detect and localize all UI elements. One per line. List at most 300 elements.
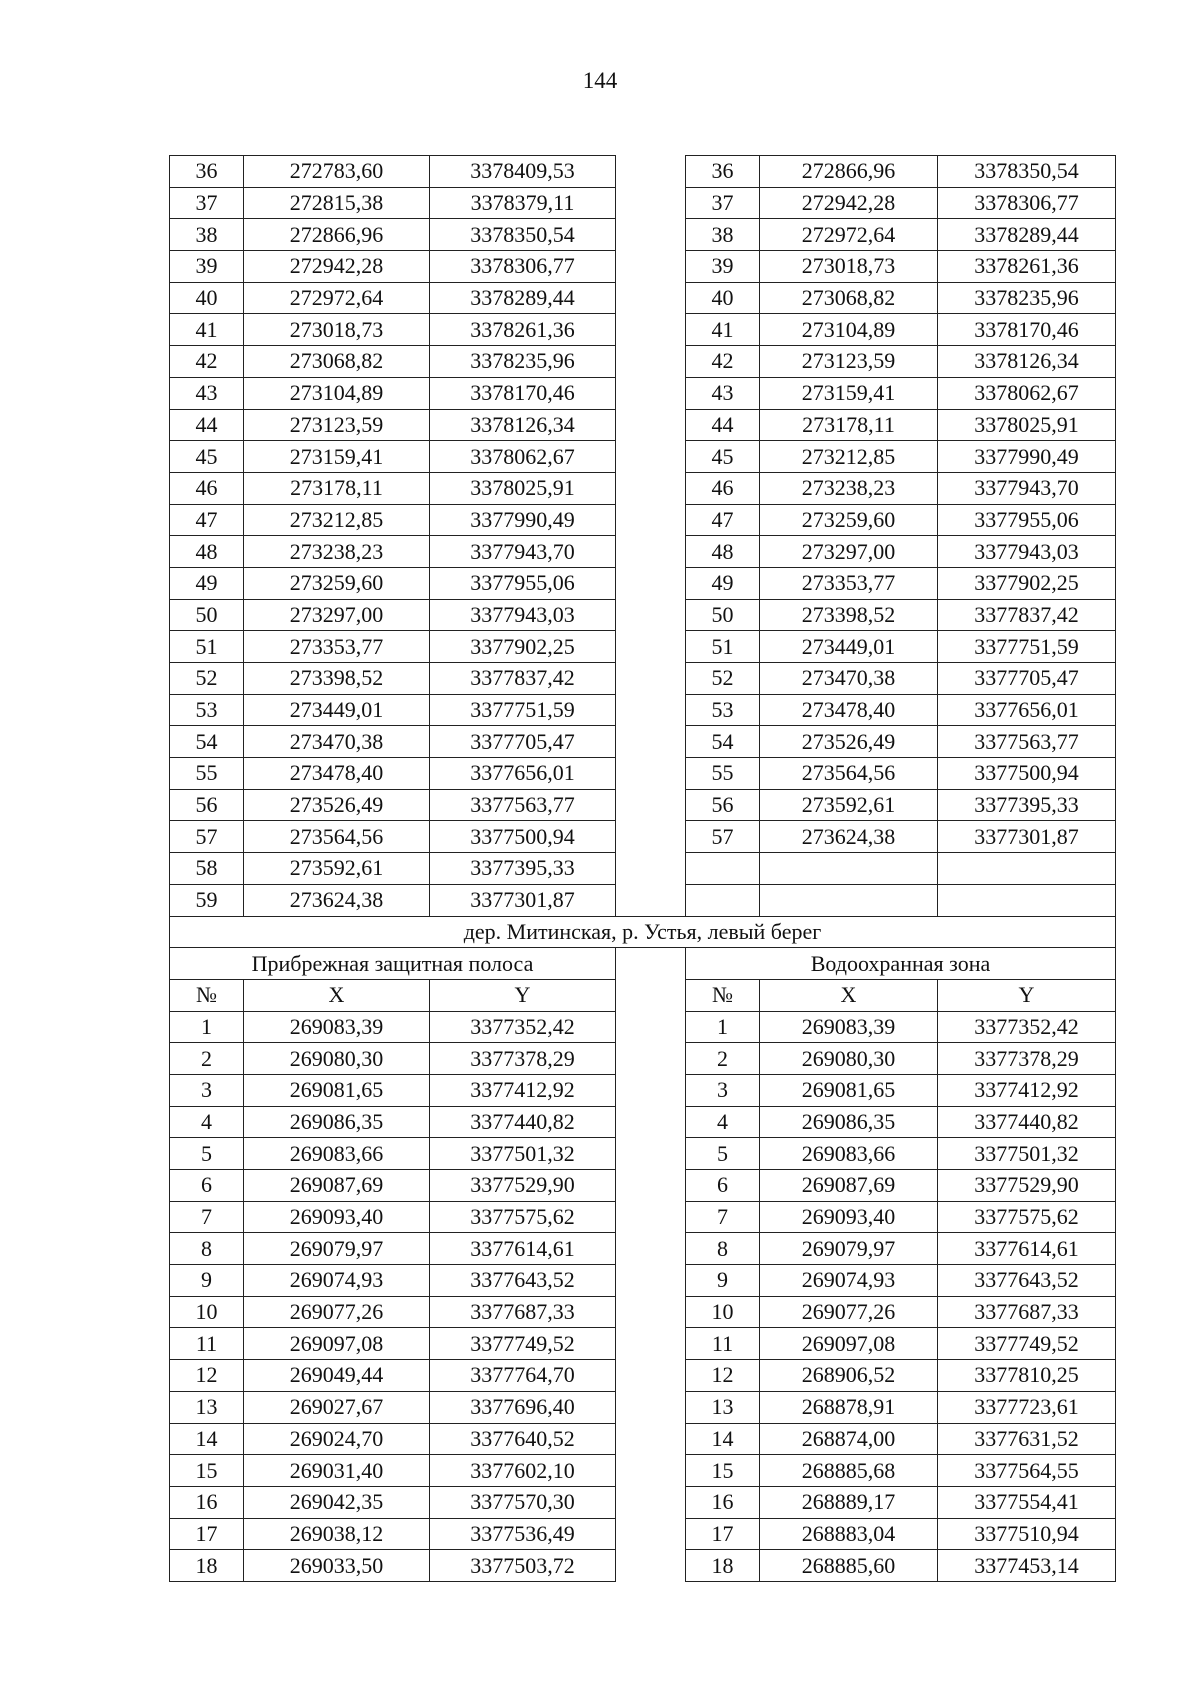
right-point-number-cell: 53 — [686, 694, 760, 726]
right-y-coordinate-cell: 3377554,41 — [938, 1486, 1116, 1518]
left-point-number-cell: 55 — [170, 758, 244, 790]
left-x-coordinate-cell: 269027,67 — [244, 1391, 430, 1423]
table-row — [170, 1550, 1116, 1582]
left-point-number-cell: 14 — [170, 1423, 244, 1455]
table-row — [170, 789, 1116, 821]
right-point-number-cell: 3 — [686, 1074, 760, 1106]
left-point-number-cell: 8 — [170, 1233, 244, 1265]
table-gap — [616, 504, 686, 536]
left-x-coordinate-cell: 273564,56 — [244, 821, 430, 853]
right-y-coordinate-cell: 3377643,52 — [938, 1265, 1116, 1297]
right-y-coordinate-cell: 3377631,52 — [938, 1423, 1116, 1455]
table-gap — [616, 599, 686, 631]
left-x-coordinate-cell: 269031,40 — [244, 1455, 430, 1487]
left-y-coordinate-cell: 3377501,32 — [430, 1138, 616, 1170]
left-y-coordinate-cell: 3377352,42 — [430, 1011, 616, 1043]
table-gap — [616, 1201, 686, 1233]
table-row — [170, 948, 1116, 980]
left-x-coordinate-cell: 269093,40 — [244, 1201, 430, 1233]
left-x-coordinate-cell: 269033,50 — [244, 1550, 430, 1582]
right-y-coordinate-cell: 3377990,49 — [938, 441, 1116, 473]
left-x-coordinate-cell: 272783,60 — [244, 156, 430, 188]
left-x-coordinate-cell: 272942,28 — [244, 251, 430, 283]
table-gap — [616, 1296, 686, 1328]
left-x-coordinate-cell: 269080,30 — [244, 1043, 430, 1075]
table-gap — [616, 663, 686, 695]
table-row — [170, 1423, 1116, 1455]
left-y-coordinate-cell: 3378170,46 — [430, 377, 616, 409]
right-point-number-cell: 4 — [686, 1106, 760, 1138]
right-x-coordinate-cell: 273159,41 — [760, 377, 938, 409]
table-gap — [616, 377, 686, 409]
right-y-coordinate-cell: 3378235,96 — [938, 282, 1116, 314]
right-point-number-cell: 54 — [686, 726, 760, 758]
left-point-number-cell: 2 — [170, 1043, 244, 1075]
right-x-coordinate-cell: 273297,00 — [760, 536, 938, 568]
table-gap — [616, 282, 686, 314]
right-point-number-cell: 45 — [686, 441, 760, 473]
left-point-number-cell: 48 — [170, 536, 244, 568]
table-gap — [616, 1170, 686, 1202]
left-x-coordinate-cell: 273259,60 — [244, 567, 430, 599]
table-gap — [616, 948, 686, 980]
left-y-coordinate-cell: 3377529,90 — [430, 1170, 616, 1202]
table-row — [170, 1170, 1116, 1202]
right-point-number-cell: 43 — [686, 377, 760, 409]
right-y-coordinate-cell: 3377575,62 — [938, 1201, 1116, 1233]
table-gap — [616, 726, 686, 758]
right-point-number-cell: 55 — [686, 758, 760, 790]
right-point-number-cell: 49 — [686, 567, 760, 599]
left-x-coordinate-cell: 269097,08 — [244, 1328, 430, 1360]
left-point-number-cell: 45 — [170, 441, 244, 473]
left-x-coordinate-cell: 269024,70 — [244, 1423, 430, 1455]
right-y-coordinate-cell: 3378062,67 — [938, 377, 1116, 409]
right-point-number-cell: 57 — [686, 821, 760, 853]
left-x-coordinate-cell: 273592,61 — [244, 853, 430, 885]
left-x-coordinate-cell: 269074,93 — [244, 1265, 430, 1297]
left-x-coordinate-cell: 273353,77 — [244, 631, 430, 663]
left-x-coordinate-cell: 269083,66 — [244, 1138, 430, 1170]
left-y-coordinate-cell: 3377656,01 — [430, 758, 616, 790]
left-x-coordinate-cell: 273478,40 — [244, 758, 430, 790]
right-point-number-cell: 16 — [686, 1486, 760, 1518]
table-gap — [616, 187, 686, 219]
table-gap — [616, 1074, 686, 1106]
right-point-number-cell — [686, 853, 760, 885]
right-y-coordinate-cell: 3378306,77 — [938, 187, 1116, 219]
left-x-coordinate-cell: 273624,38 — [244, 884, 430, 916]
right-y-coordinate-cell: 3377751,59 — [938, 631, 1116, 663]
right-y-coordinate-cell: 3378261,36 — [938, 251, 1116, 283]
left-x-coordinate-cell: 273104,89 — [244, 377, 430, 409]
table-gap — [616, 1328, 686, 1360]
table-row — [170, 1296, 1116, 1328]
right-x-coordinate-cell: 273470,38 — [760, 663, 938, 695]
right-point-number-cell: 2 — [686, 1043, 760, 1075]
right-y-coordinate-cell: 3377810,25 — [938, 1360, 1116, 1392]
right-y-coordinate-cell: 3377301,87 — [938, 821, 1116, 853]
left-point-number-cell: 58 — [170, 853, 244, 885]
page-number: 144 — [582, 68, 618, 93]
table-row — [170, 504, 1116, 536]
right-point-number-cell: 1 — [686, 1011, 760, 1043]
table-row — [170, 1106, 1116, 1138]
left-point-number-cell: 44 — [170, 409, 244, 441]
left-point-number-cell: 18 — [170, 1550, 244, 1582]
left-x-header: X — [244, 979, 430, 1011]
table-gap — [616, 536, 686, 568]
left-point-number-cell: 3 — [170, 1074, 244, 1106]
right-point-number-cell: 48 — [686, 536, 760, 568]
table-gap — [616, 821, 686, 853]
right-point-number-cell: 46 — [686, 472, 760, 504]
left-x-coordinate-cell: 269077,26 — [244, 1296, 430, 1328]
left-y-coordinate-cell: 3378289,44 — [430, 282, 616, 314]
left-y-coordinate-cell: 3378025,91 — [430, 472, 616, 504]
left-point-number-cell: 49 — [170, 567, 244, 599]
right-x-header: X — [760, 979, 938, 1011]
left-x-coordinate-cell: 269049,44 — [244, 1360, 430, 1392]
right-x-coordinate-cell: 268885,60 — [760, 1550, 938, 1582]
right-y-coordinate-cell: 3377902,25 — [938, 567, 1116, 599]
right-point-number-cell: 56 — [686, 789, 760, 821]
table-row — [170, 251, 1116, 283]
right-x-coordinate-cell: 269083,39 — [760, 1011, 938, 1043]
right-x-coordinate-cell: 268885,68 — [760, 1455, 938, 1487]
coordinates-table — [169, 155, 1116, 1582]
right-y-coordinate-cell: 3377564,55 — [938, 1455, 1116, 1487]
left-y-coordinate-cell: 3377687,33 — [430, 1296, 616, 1328]
table-gap — [616, 219, 686, 251]
left-y-coordinate-cell: 3377395,33 — [430, 853, 616, 885]
left-y-coordinate-cell: 3377955,06 — [430, 567, 616, 599]
left-x-coordinate-cell: 273238,23 — [244, 536, 430, 568]
right-point-number-cell: 47 — [686, 504, 760, 536]
right-x-coordinate-cell: 272866,96 — [760, 156, 938, 188]
table-row — [170, 441, 1116, 473]
right-x-coordinate-cell: 273212,85 — [760, 441, 938, 473]
right-point-number-cell — [686, 884, 760, 916]
right-y-coordinate-cell: 3377955,06 — [938, 504, 1116, 536]
left-y-coordinate-cell: 3378126,34 — [430, 409, 616, 441]
left-point-number-cell: 38 — [170, 219, 244, 251]
right-x-coordinate-cell: 269081,65 — [760, 1074, 938, 1106]
right-y-coordinate-cell: 3377837,42 — [938, 599, 1116, 631]
left-point-number-cell: 12 — [170, 1360, 244, 1392]
table-gap — [616, 789, 686, 821]
left-x-coordinate-cell: 273297,00 — [244, 599, 430, 631]
right-x-coordinate-cell: 268906,52 — [760, 1360, 938, 1392]
right-point-number-cell: 15 — [686, 1455, 760, 1487]
left-y-coordinate-cell: 3378306,77 — [430, 251, 616, 283]
right-point-number-cell: 10 — [686, 1296, 760, 1328]
left-point-number-cell: 40 — [170, 282, 244, 314]
right-y-coordinate-cell: 3377395,33 — [938, 789, 1116, 821]
right-point-number-cell: 9 — [686, 1265, 760, 1297]
right-y-coordinate-cell: 3377723,61 — [938, 1391, 1116, 1423]
right-point-number-cell: 42 — [686, 346, 760, 378]
right-y-coordinate-cell: 3377453,14 — [938, 1550, 1116, 1582]
left-x-coordinate-cell: 272972,64 — [244, 282, 430, 314]
right-x-coordinate-cell: 273068,82 — [760, 282, 938, 314]
right-x-coordinate-cell: 273353,77 — [760, 567, 938, 599]
right-point-number-cell: 38 — [686, 219, 760, 251]
right-point-number-cell: 44 — [686, 409, 760, 441]
right-x-coordinate-cell: 272942,28 — [760, 187, 938, 219]
left-x-coordinate-cell: 269038,12 — [244, 1518, 430, 1550]
table-row — [170, 758, 1116, 790]
left-x-coordinate-cell: 273159,41 — [244, 441, 430, 473]
right-point-number-cell: 18 — [686, 1550, 760, 1582]
left-point-number-cell: 15 — [170, 1455, 244, 1487]
table-gap — [616, 156, 686, 188]
left-y-coordinate-cell: 3377563,77 — [430, 789, 616, 821]
right-point-number-cell: 50 — [686, 599, 760, 631]
section-caption: дер. Митинская, р. Устья, левый берег — [170, 916, 1116, 948]
right-y-coordinate-cell: 3377510,94 — [938, 1518, 1116, 1550]
left-y-coordinate-cell: 3377440,82 — [430, 1106, 616, 1138]
left-x-coordinate-cell: 273212,85 — [244, 504, 430, 536]
left-x-coordinate-cell: 273123,59 — [244, 409, 430, 441]
right-point-number-cell: 12 — [686, 1360, 760, 1392]
left-number-header: № — [170, 979, 244, 1011]
table-row — [170, 187, 1116, 219]
right-point-number-cell: 39 — [686, 251, 760, 283]
left-x-coordinate-cell: 269087,69 — [244, 1170, 430, 1202]
left-point-number-cell: 39 — [170, 251, 244, 283]
left-y-coordinate-cell: 3377764,70 — [430, 1360, 616, 1392]
left-y-coordinate-cell: 3377614,61 — [430, 1233, 616, 1265]
table-row — [170, 346, 1116, 378]
left-x-coordinate-cell: 273470,38 — [244, 726, 430, 758]
left-y-coordinate-cell: 3377640,52 — [430, 1423, 616, 1455]
table-gap — [616, 1518, 686, 1550]
right-x-coordinate-cell: 273123,59 — [760, 346, 938, 378]
left-y-coordinate-cell: 3377837,42 — [430, 663, 616, 695]
table-gap — [616, 314, 686, 346]
left-x-coordinate-cell: 273526,49 — [244, 789, 430, 821]
left-x-coordinate-cell: 273398,52 — [244, 663, 430, 695]
right-point-number-cell: 13 — [686, 1391, 760, 1423]
right-x-coordinate-cell: 269079,97 — [760, 1233, 938, 1265]
table-row — [170, 631, 1116, 663]
left-y-coordinate-cell: 3377301,87 — [430, 884, 616, 916]
left-y-coordinate-cell: 3377570,30 — [430, 1486, 616, 1518]
right-y-coordinate-cell: 3377500,94 — [938, 758, 1116, 790]
left-y-coordinate-cell: 3377943,70 — [430, 536, 616, 568]
left-point-number-cell: 51 — [170, 631, 244, 663]
table-row — [170, 472, 1116, 504]
left-point-number-cell: 1 — [170, 1011, 244, 1043]
left-y-coordinate-cell: 3377575,62 — [430, 1201, 616, 1233]
left-point-number-cell: 4 — [170, 1106, 244, 1138]
right-number-header: № — [686, 979, 760, 1011]
left-y-coordinate-cell: 3378350,54 — [430, 219, 616, 251]
right-x-coordinate-cell: 269086,35 — [760, 1106, 938, 1138]
left-y-coordinate-cell: 3378409,53 — [430, 156, 616, 188]
table-row — [170, 282, 1116, 314]
table-gap — [616, 251, 686, 283]
right-y-coordinate-cell: 3377943,70 — [938, 472, 1116, 504]
table-row — [170, 156, 1116, 188]
right-y-coordinate-cell: 3377705,47 — [938, 663, 1116, 695]
left-x-coordinate-cell: 272815,38 — [244, 187, 430, 219]
right-x-coordinate-cell: 268878,91 — [760, 1391, 938, 1423]
left-point-number-cell: 11 — [170, 1328, 244, 1360]
right-point-number-cell: 51 — [686, 631, 760, 663]
left-y-coordinate-cell: 3377500,94 — [430, 821, 616, 853]
right-y-coordinate-cell: 3378025,91 — [938, 409, 1116, 441]
left-point-number-cell: 36 — [170, 156, 244, 188]
table-gap — [616, 1233, 686, 1265]
right-y-coordinate-cell: 3377614,61 — [938, 1233, 1116, 1265]
left-y-coordinate-cell: 3378062,67 — [430, 441, 616, 473]
table-gap — [616, 1486, 686, 1518]
left-point-number-cell: 6 — [170, 1170, 244, 1202]
left-y-coordinate-cell: 3377749,52 — [430, 1328, 616, 1360]
right-x-coordinate-cell: 273398,52 — [760, 599, 938, 631]
right-x-coordinate-cell: 273564,56 — [760, 758, 938, 790]
left-point-number-cell: 10 — [170, 1296, 244, 1328]
left-x-coordinate-cell: 273068,82 — [244, 346, 430, 378]
left-x-coordinate-cell: 269086,35 — [244, 1106, 430, 1138]
table-gap — [616, 1455, 686, 1487]
table-gap — [616, 1391, 686, 1423]
table-gap — [616, 409, 686, 441]
right-point-number-cell: 52 — [686, 663, 760, 695]
table-gap — [616, 1011, 686, 1043]
left-y-coordinate-cell: 3377643,52 — [430, 1265, 616, 1297]
right-point-number-cell: 40 — [686, 282, 760, 314]
right-y-coordinate-cell: 3378126,34 — [938, 346, 1116, 378]
right-y-coordinate-cell: 3377501,32 — [938, 1138, 1116, 1170]
right-x-coordinate-cell: 273526,49 — [760, 726, 938, 758]
right-x-coordinate-cell: 269087,69 — [760, 1170, 938, 1202]
left-y-coordinate-cell: 3377705,47 — [430, 726, 616, 758]
table-row — [170, 884, 1116, 916]
left-y-coordinate-cell: 3377602,10 — [430, 1455, 616, 1487]
left-point-number-cell: 13 — [170, 1391, 244, 1423]
table-row — [170, 1360, 1116, 1392]
table-gap — [616, 694, 686, 726]
left-y-coordinate-cell: 3378261,36 — [430, 314, 616, 346]
right-x-coordinate-cell: 269093,40 — [760, 1201, 938, 1233]
right-y-coordinate-cell: 3377378,29 — [938, 1043, 1116, 1075]
table-row — [170, 1074, 1116, 1106]
right-point-number-cell: 14 — [686, 1423, 760, 1455]
table-gap — [616, 1360, 686, 1392]
left-point-number-cell: 7 — [170, 1201, 244, 1233]
table-row — [170, 853, 1116, 885]
table-gap — [616, 1265, 686, 1297]
left-point-number-cell: 59 — [170, 884, 244, 916]
left-point-number-cell: 17 — [170, 1518, 244, 1550]
right-x-coordinate-cell — [760, 884, 938, 916]
left-point-number-cell: 43 — [170, 377, 244, 409]
right-point-number-cell: 36 — [686, 156, 760, 188]
right-y-coordinate-cell: 3377943,03 — [938, 536, 1116, 568]
table-gap — [616, 346, 686, 378]
table-row — [170, 377, 1116, 409]
table-gap — [616, 1423, 686, 1455]
table-row — [170, 1518, 1116, 1550]
left-point-number-cell: 42 — [170, 346, 244, 378]
left-x-coordinate-cell: 269042,35 — [244, 1486, 430, 1518]
right-x-coordinate-cell: 269097,08 — [760, 1328, 938, 1360]
right-y-coordinate-cell: 3377563,77 — [938, 726, 1116, 758]
right-y-header: Y — [938, 979, 1116, 1011]
right-point-number-cell: 7 — [686, 1201, 760, 1233]
left-y-coordinate-cell: 3377943,03 — [430, 599, 616, 631]
left-point-number-cell: 47 — [170, 504, 244, 536]
right-x-coordinate-cell — [760, 853, 938, 885]
left-point-number-cell: 53 — [170, 694, 244, 726]
table-row — [170, 536, 1116, 568]
right-x-coordinate-cell: 273238,23 — [760, 472, 938, 504]
left-point-number-cell: 54 — [170, 726, 244, 758]
table-gap — [616, 884, 686, 916]
left-y-coordinate-cell: 3377751,59 — [430, 694, 616, 726]
left-point-number-cell: 9 — [170, 1265, 244, 1297]
table-header-row — [170, 979, 1116, 1011]
right-x-coordinate-cell: 273259,60 — [760, 504, 938, 536]
right-y-coordinate-cell: 3378170,46 — [938, 314, 1116, 346]
right-y-coordinate-cell: 3378289,44 — [938, 219, 1116, 251]
right-y-coordinate-cell: 3377656,01 — [938, 694, 1116, 726]
table-row — [170, 1391, 1116, 1423]
right-y-coordinate-cell: 3377352,42 — [938, 1011, 1116, 1043]
table-row — [170, 1486, 1116, 1518]
right-y-coordinate-cell: 3377529,90 — [938, 1170, 1116, 1202]
left-x-coordinate-cell: 269081,65 — [244, 1074, 430, 1106]
right-y-coordinate-cell: 3377440,82 — [938, 1106, 1116, 1138]
table-row — [170, 694, 1116, 726]
table-row — [170, 1233, 1116, 1265]
table-row — [170, 1011, 1116, 1043]
right-x-coordinate-cell: 273104,89 — [760, 314, 938, 346]
right-x-coordinate-cell: 269077,26 — [760, 1296, 938, 1328]
right-x-coordinate-cell: 273178,11 — [760, 409, 938, 441]
left-y-coordinate-cell: 3377503,72 — [430, 1550, 616, 1582]
table-gap — [616, 1106, 686, 1138]
left-y-header: Y — [430, 979, 616, 1011]
table-row — [170, 1328, 1116, 1360]
left-block-title: Прибрежная защитная полоса — [170, 948, 616, 980]
right-point-number-cell: 17 — [686, 1518, 760, 1550]
left-x-coordinate-cell: 273449,01 — [244, 694, 430, 726]
left-point-number-cell: 5 — [170, 1138, 244, 1170]
left-y-coordinate-cell: 3378235,96 — [430, 346, 616, 378]
right-x-coordinate-cell: 273449,01 — [760, 631, 938, 663]
table-row — [170, 567, 1116, 599]
table-row — [170, 599, 1116, 631]
table-gap — [616, 979, 686, 1011]
left-x-coordinate-cell: 269083,39 — [244, 1011, 430, 1043]
right-y-coordinate-cell: 3377749,52 — [938, 1328, 1116, 1360]
right-x-coordinate-cell: 269083,66 — [760, 1138, 938, 1170]
table-row — [170, 726, 1116, 758]
left-y-coordinate-cell: 3377696,40 — [430, 1391, 616, 1423]
table-gap — [616, 853, 686, 885]
table-gap — [616, 1550, 686, 1582]
left-point-number-cell: 46 — [170, 472, 244, 504]
right-point-number-cell: 5 — [686, 1138, 760, 1170]
table-row — [170, 663, 1116, 695]
table-row — [170, 1138, 1116, 1170]
table-gap — [616, 631, 686, 663]
right-point-number-cell: 6 — [686, 1170, 760, 1202]
